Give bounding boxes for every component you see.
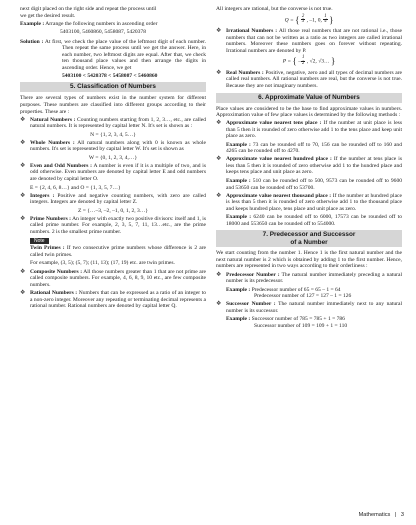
whole-set: W = {0, 1, 2, 3, 4,…}: [88, 154, 138, 161]
irrational-set-formula: P = { – $\frac{1}{2}$ , √2, √3… }: [282, 55, 336, 67]
thousand-place-item: ❖ Approximate value nearest thousand place : If the number at hundred place is less than 5 then it is rounded of zero otherwise add 1 to the thousand place and keeps hundred place, tens place and unit place as zero.: [216, 192, 402, 212]
example-label: Example :: [20, 21, 45, 28]
section-heading-classification: 5. Classification of Numbers: [20, 82, 206, 92]
bullet-icon: ❖: [216, 28, 222, 35]
bullet-icon: ❖: [20, 290, 26, 297]
even-odd-item: ❖ Even and Odd Numbers : A number is even if it is a multiple of two, and is odd otherwise. Even numbers are denoted by capital letter E and odd numbers are denoted by capital letter O.: [20, 162, 206, 182]
composite-numbers-item: ❖ Composite Numbers : All those numbers greater than 1 that are not prime are called composite numbers. For example, 4, 6, 8, 9, 10 etc., are few composite numbers.: [20, 268, 206, 288]
solution-text: At first, we check the place value of the leftmost digit of each number. Then repeat the same process until we get the answer. Here, in each number, two leftmost digits are equal. After that, we check ten thousand place values and then arrange the digits in ascending order. Hence, we get: [44, 38, 206, 71]
bullet-icon: ❖: [216, 156, 222, 163]
natural-numbers-item: ❖ Natural Numbers : Counting numbers starting from 1, 2, 3…, etc., are called natural numbers. It is represented by capital letter N. It's set is shown as :: [20, 116, 206, 130]
tens-example: Example : 73 can be rounded off to 70, 156 can be rounded off to 160 and 4265 can be rounded off to 4270.: [226, 141, 402, 155]
integers-set: Z = {…–3, –2, –1, 0, 1, 2, 3…}: [77, 207, 149, 214]
real-numbers-item: ❖ Real Numbers : Positive, negative, zero and all types of decimal numbers are called real numbers. All rational numbers are real, but the converse is not true. Because they are not imaginary numbers.: [216, 69, 403, 90]
example-block: [20, 21, 206, 28]
bullet-icon: ❖: [20, 139, 26, 146]
page-footer: [300, 512, 404, 519]
predecessor-example: Example : Predecessor number of 65 = 65 – 1 = 64 Predecessor number of 127 = 127 – 1 = 126: [226, 286, 352, 300]
bullet-icon: ❖: [216, 271, 222, 278]
bullet-icon: ❖: [20, 268, 26, 275]
rational-numbers-item: ❖ Rational Numbers : Numbers that can be expressed as a ratio of an integer to a non-zero integer. Moreover any repeating or terminating decimal represents a rational number. Rational numbers are denoted by capital letter Q.: [20, 290, 207, 310]
classification-intro: There are several types of numbers exist in the number system for different purposes. These numbers are classified into different groups according to their properties. These are :: [20, 95, 206, 115]
successor-item: ❖ Successor Number : The natural number immediately next to any natural number is its successor.: [216, 301, 402, 314]
section-heading-predecessor: 7. Predecessor and Successor of a Number: [216, 230, 402, 247]
thousand-example: Example : 6240 can be rounded off to 6000, 17573 can be rounded off to 18000 and 553650 can be rounded off to 554000.: [226, 214, 402, 227]
rational-converse-text: All integers are rational, but the converse is not true.: [216, 6, 333, 12]
even-odd-set: E = {2, 4, 6, 8…} and O = {1, 3, 5, 7…}: [30, 184, 121, 191]
integers-item: ❖ Integers : Positive and negative counting numbers, with zero are called integers. Integers are denoted by capital letter Z.: [20, 192, 206, 206]
bullet-icon: ❖: [216, 301, 222, 308]
bullet-icon: ❖: [20, 116, 26, 123]
irrational-numbers-item: ❖ Irrational Numbers : All those real numbers that are not rational i.e., those numbers that can not be written as a ratio as two integers are called irrational numbers. Moreover these numbers goes on forever without repeating. Irrational numbers are denoted by P.: [216, 28, 402, 54]
successor-example: Example : Successor number of 785 = 785 + 1 = 786 Successor number of 109 = 109 + 1 = 110: [226, 316, 348, 329]
page-number: 3: [400, 512, 404, 518]
example-text: Arrange the following numbers in ascending order: [45, 21, 158, 28]
footer-separator: |: [394, 512, 397, 518]
solution-label: Solution :: [20, 38, 44, 45]
note-tag: Note: [30, 238, 49, 244]
predecessor-intro: We start counting from the number 1. Hence 1 is the first natural number and the next natural number is 2 which is obtained by adding 1 to the first number. Hence, numbers are represented in two ways according to their orderliness :: [216, 250, 402, 270]
rational-set-formula: Q = { $\frac{2}{3}$ , –1, 0, $\frac{1}{4}$ }: [284, 13, 334, 25]
approx-intro: Place values are considered to be the base to find approximate values in numbers. Approximation value of few place values is determined by the following methods :: [216, 105, 402, 119]
bullet-icon: ❖: [216, 192, 222, 199]
prime-numbers-item: ❖ Prime Numbers : An integer with exactly two positive divisors: itself and 1, is called prime number. For example, 2, 3, 5, 7, 11, 13…etc., are the prime numbers. 2 is the smallest prime number.: [20, 215, 206, 235]
hundred-place-item: ❖ Approximate value nearest hundred place : If the number at tens place is less than 5 then it is rounded of zero otherwise add 1 to the hundred place and keeps tens place and unit place as zero.: [216, 156, 402, 176]
bullet-icon: ❖: [216, 69, 222, 76]
note-body: Twin Primes : If two consecutive prime numbers whose difference is 2 are called twin primes. For example, (3, 5); (5, 7); (11, 13); (17, 19) etc. are twin primes.: [30, 245, 207, 266]
intro-text: next digit placed on the right side and repeat the process until we get the desired result.: [20, 6, 157, 19]
section-heading-approximate: 6. Approximate Value of Numbers: [216, 93, 402, 103]
bullet-icon: ❖: [20, 192, 26, 199]
right-column: [216, 6, 402, 331]
example-numbers: 5403100, 5460860, 5458087, 5420378: [60, 29, 146, 36]
tens-place-item: ❖ Approximate value nearest tens place : If the number at unit place is less than 5 then it is rounded of zero otherwise add 1 to the tens place and keep unit place as zero.: [216, 120, 402, 140]
bullet-icon: ❖: [216, 120, 222, 127]
bullet-icon: ❖: [20, 162, 26, 169]
whole-numbers-item: ❖ Whole Numbers : All natural numbers along with 0 is known as whole numbers. It's set is represented by capital letter W. It's set is shown as: [20, 139, 206, 153]
natural-set: N = {1, 2, 3, 4, 5…}: [90, 131, 136, 138]
solution-result: 5403100 < 5420378 < 5458087 < 5460860: [62, 72, 158, 79]
solution-block: [20, 39, 206, 72]
bullet-icon: ❖: [20, 215, 26, 222]
left-column: [20, 6, 206, 312]
footer-subject: Mathematics: [358, 512, 391, 518]
predecessor-item: ❖ Predecessor Number : The natural number immediately preceding a natural number is its predecessor.: [216, 271, 402, 285]
hundred-example: Example : 510 can be rounded off to 500, 9573 can be rounded off to 9600 and 53650 can be rounded off to 53700.: [226, 178, 402, 191]
